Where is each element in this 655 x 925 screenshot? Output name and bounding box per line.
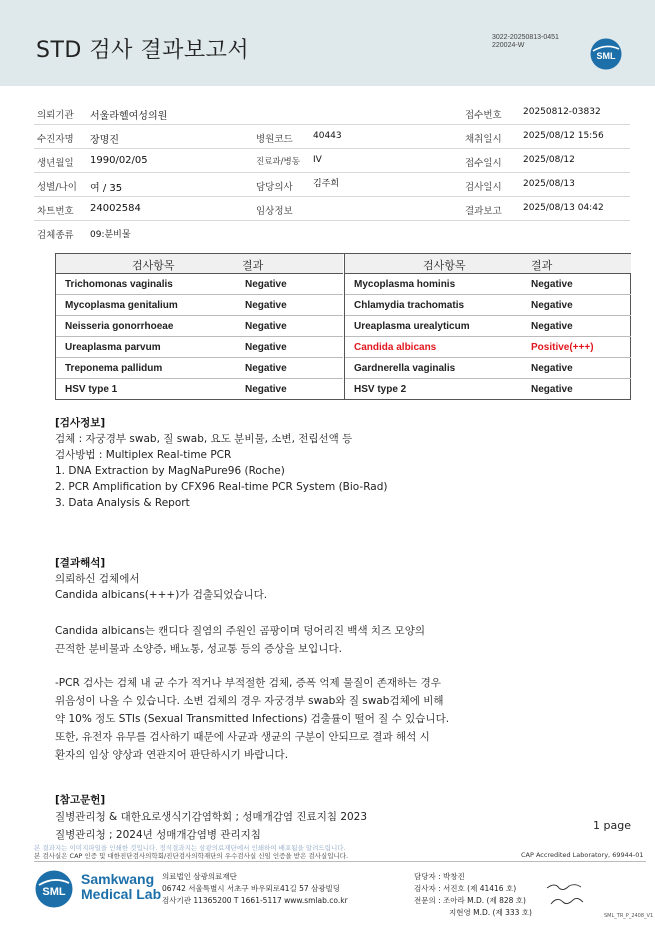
test-result: Positive(+++): [531, 342, 594, 353]
test-result: Negative: [531, 363, 573, 374]
results-table: [55, 253, 631, 400]
form-version: SML_TR_P_2408_V1: [604, 913, 654, 919]
report-date-value: 2025/08/13 04:42: [523, 203, 604, 213]
report-code-line2: 220024-W: [492, 42, 525, 49]
receipt-date-label: 접수일시: [465, 158, 502, 169]
test-item-name: Mycoplasma hominis: [354, 279, 456, 290]
table-row: [56, 337, 343, 358]
test-item-name: HSV type 2: [354, 384, 407, 395]
footer-staff: [414, 871, 532, 919]
sex-age-label: 성별/나이: [37, 182, 77, 193]
page-number: 1 page: [593, 819, 631, 832]
test-result: Negative: [531, 300, 573, 311]
doctor-value: 김주희: [313, 179, 340, 189]
results-column-left: [56, 254, 343, 399]
interpretation-line: 환자의 임상 양상과 연관지어 판단하시기 바랍니다.: [55, 749, 289, 761]
footer-divider: [34, 861, 646, 862]
brand-line1: Samkwang: [81, 871, 155, 887]
test-item-name: HSV type 1: [65, 384, 118, 395]
table-row: [345, 274, 631, 295]
table-row: [56, 358, 343, 379]
table-row: [345, 358, 631, 379]
test-result: Negative: [531, 321, 573, 332]
test-item-name: Treponema pallidum: [65, 363, 163, 374]
interpretation-line: Candida albicans(+++)가 검출되었습니다.: [55, 589, 268, 601]
brand-line2: Medical Lab: [81, 886, 162, 902]
hospital-code-value: 40443: [313, 131, 342, 141]
address-line: 검사기관 11365200 T 1661-5117 www.smlab.co.kr: [162, 896, 348, 905]
test-info-line: 3. Data Analysis & Report: [55, 497, 190, 509]
table-row: [345, 337, 631, 358]
patient-info: [34, 101, 630, 245]
specimen-value: 09:분비물: [90, 230, 131, 240]
table-row: [345, 379, 631, 400]
test-date-label: 검사일시: [465, 182, 502, 193]
hospital-code-label: 병원코드: [256, 134, 293, 145]
report-date-label: 결과보고: [465, 206, 502, 217]
test-info-line: 검사방법 : Multiplex Real-time PCR: [55, 449, 232, 461]
institution-label: 의뢰기관: [37, 110, 74, 121]
test-item-name: Trichomonas vaginalis: [65, 279, 173, 290]
institution-value: 서울라헬여성의원: [90, 111, 168, 122]
interpretation-line: Candida albicans는 캔디다 질염의 주원인 곰팡이며 덩어리진 백색 치즈 모양의: [55, 625, 425, 637]
references-section: [55, 792, 367, 844]
test-result: Negative: [245, 300, 287, 311]
name-label: 수진자명: [37, 134, 74, 145]
test-item-name: Candida albicans: [354, 342, 437, 353]
clinical-label: 임상정보: [256, 206, 293, 217]
staff-line: 검사자 : 서진호 (제 41416 호): [414, 884, 517, 893]
result-header: 결과: [531, 259, 553, 272]
staff-line: 전문의 : 조아라 M.D. (제 828 호): [414, 896, 526, 905]
table-header: [56, 254, 343, 274]
interpretation-section: [55, 555, 449, 764]
report-code-line1: 3022-20250813-0451: [492, 34, 559, 41]
test-date-value: 2025/08/13: [523, 179, 575, 189]
table-row: [56, 295, 343, 316]
interpretation-line: 또한, 유전자 유무를 검사하기 때문에 사균과 생균의 구분이 안되므로 결과 해석 시: [55, 731, 430, 743]
test-result: Negative: [245, 279, 287, 290]
specimen-label: 검체종류: [37, 230, 74, 241]
test-result: Negative: [531, 384, 573, 395]
name-value: 장명진: [90, 135, 119, 146]
table-row: [56, 379, 343, 400]
reference-line: 질병관리청 & 대한요로생식기감염학회 ; 성매개감염 진료지침 2023: [55, 811, 368, 823]
dept-value: IV: [313, 155, 322, 165]
chart-no-label: 차트번호: [37, 206, 74, 217]
sml-footer-logo-icon: [34, 869, 74, 909]
result-header: 결과: [242, 259, 264, 272]
info-row: [34, 197, 630, 221]
report-header: [0, 0, 655, 86]
interpretation-line: 위음성이 나올 수 있습니다. 소변 검체의 경우 자궁경부 swab와 질 swab검체에 비해: [55, 695, 444, 707]
test-item-name: Chlamydia trachomatis: [354, 300, 465, 311]
interpretation-line: 약 10% 정도 STIs (Sexual Transmitted Infections) 검출률이 떨어 질 수 있습니다.: [55, 713, 450, 725]
table-header: [345, 254, 631, 274]
sml-footer-logo-text: SML: [42, 886, 66, 898]
cap-accreditation: CAP Accredited Laboratory, 69944-01: [521, 851, 644, 859]
dob-value: 1990/02/05: [90, 155, 148, 166]
interpretation-line: -PCR 검사는 검체 내 균 수가 적거나 부적절한 검체, 증폭 억제 물질이 존재하는 경우: [55, 677, 441, 689]
address-line: 의료법인 삼광의료재단: [162, 872, 237, 881]
collect-date-value: 2025/08/12 15:56: [523, 131, 604, 141]
report-title: STD 검사 결과보고서: [36, 38, 250, 63]
info-row: [34, 173, 630, 197]
staff-line: 지현영 M.D. (제 333 호): [449, 908, 532, 917]
footer-address: [162, 871, 348, 907]
item-header: 검사항목: [423, 259, 466, 272]
sml-logo-text: SML: [596, 51, 616, 61]
test-item-name: Ureaplasma urealyticum: [354, 321, 470, 332]
test-info-line: 2. PCR Amplification by CFX96 Real-time PCR System (Bio-Rad): [55, 481, 388, 493]
reference-line: 질병관리청 ; 2024년 성매개감염병 관리지침: [55, 829, 261, 841]
table-row: [56, 316, 343, 337]
test-item-name: Mycoplasma genitalium: [65, 300, 178, 311]
address-line: 06742 서울특별시 서초구 바우뫼로41길 57 삼광빌딩: [162, 884, 341, 893]
footer-cert-note: 본 검사실은 CAP 인증 및 대한진단검사의학회/진단검사의학재단의 우수검사실 신임 인증을 받은 검사실입니다.: [34, 852, 349, 860]
test-info-line: 1. DNA Extraction by MagNaPure96 (Roche): [55, 465, 285, 477]
test-item-name: Neisseria gonorrhoeae: [65, 321, 174, 332]
item-header: 검사항목: [132, 259, 175, 272]
interpretation-line: 의뢰하신 검체에서: [55, 573, 140, 585]
sex-age-value: 여 / 35: [90, 183, 123, 194]
table-row: [345, 295, 631, 316]
info-row: [34, 101, 630, 125]
interpretation-heading: [결과해석]: [55, 557, 106, 569]
test-result: Negative: [245, 321, 287, 332]
footer-brand: [81, 872, 161, 902]
references-heading: [참고문헌]: [55, 794, 106, 806]
dob-label: 생년월일: [37, 158, 74, 169]
test-result: Negative: [245, 363, 287, 374]
test-info-section: [55, 415, 387, 511]
receipt-no-value: 20250812-03832: [523, 107, 601, 117]
info-row: [34, 125, 630, 149]
table-row: [345, 316, 631, 337]
test-info-heading: [검사정보]: [55, 417, 106, 429]
results-column-right: [344, 254, 631, 399]
test-result: Negative: [531, 279, 573, 290]
test-result: Negative: [245, 342, 287, 353]
test-item-name: Gardnerella vaginalis: [354, 363, 456, 374]
staff-line: 담당자 : 박창진: [414, 872, 465, 881]
collect-date-label: 채취일시: [465, 134, 502, 145]
receipt-no-label: 접수번호: [465, 110, 502, 121]
report-code: [492, 34, 559, 50]
table-row: [56, 274, 343, 295]
sml-logo-icon: [589, 37, 623, 71]
signature-icon: [545, 880, 585, 910]
test-item-name: Ureaplasma parvum: [65, 342, 161, 353]
test-result: Negative: [245, 384, 287, 395]
test-info-line: 검체 : 자궁경부 swab, 질 swab, 요도 분비물, 소변, 전립선액 등: [55, 433, 353, 445]
chart-no-value: 24002584: [90, 203, 141, 214]
info-row: [34, 221, 630, 245]
info-row: [34, 149, 630, 173]
footer-print-note: 본 결과지는 이미지파일을 인쇄한 것입니다. 정식결과지는 삼광의료재단에서 인쇄하여 배포됨을 알려드립니다.: [34, 844, 346, 852]
interpretation-line: 끈적한 분비물과 소양증, 배뇨통, 성교통 등의 증상을 보입니다.: [55, 643, 342, 655]
doctor-label: 담당의사: [256, 182, 293, 193]
dept-label: 진료과/병동: [256, 157, 300, 167]
receipt-date-value: 2025/08/12: [523, 155, 575, 165]
